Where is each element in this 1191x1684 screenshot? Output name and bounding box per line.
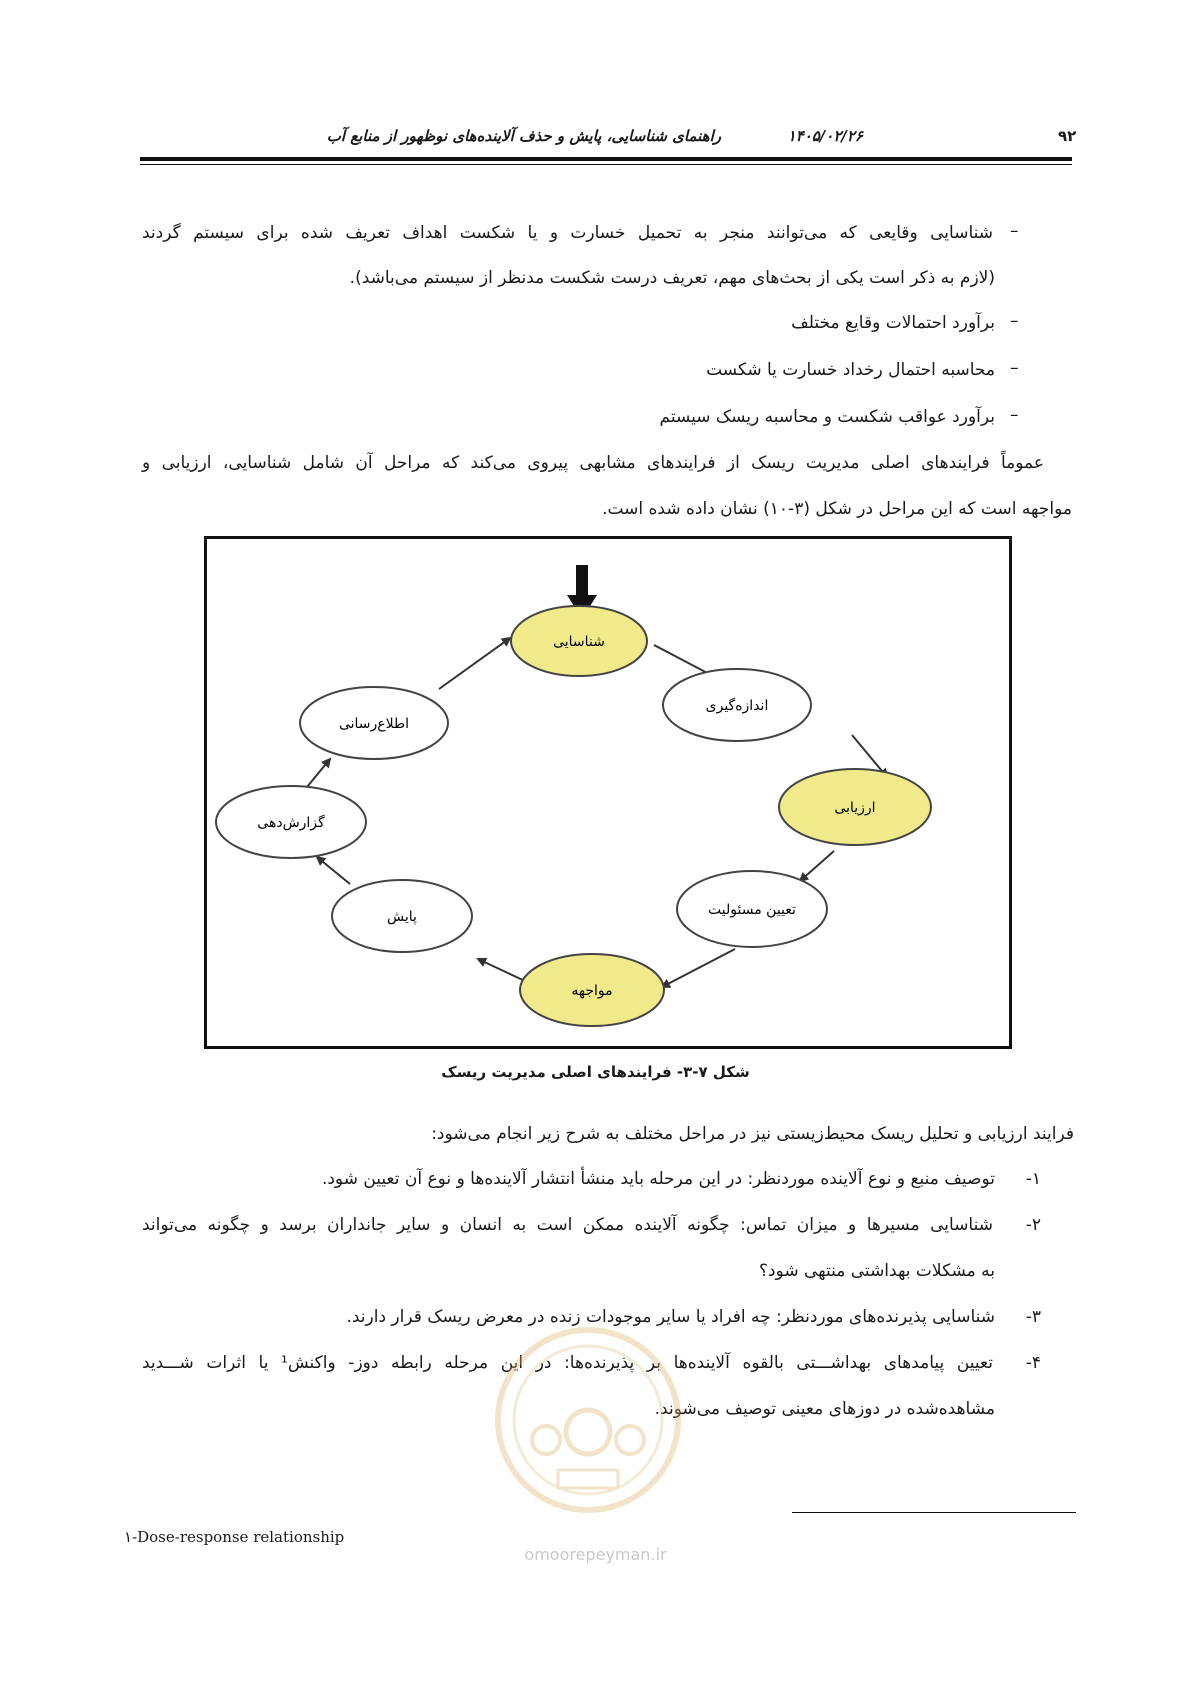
step-4-text-line-1: تعیین پیامدهای بهداشـــتی بالقوه آلاینده‌ها بر پذیرنده‌ها: در این مرحله رابطه دوز- واکنش¹ یا اثرات شـــدید xyxy=(142,1353,993,1373)
bullet-3: محاسبه احتمال رخداد خسارت یا شکست xyxy=(706,360,995,380)
node-reporting xyxy=(216,786,366,858)
header-rule xyxy=(140,157,1072,161)
node-identification xyxy=(511,606,647,676)
node-label: تعیین مسئولیت xyxy=(708,902,796,918)
step-1-text: توصیف منبع و نوع آلاینده موردنظر: در این مرحله باید منشأ انتشار آلاینده‌ها و نوع آن تعیین شود. xyxy=(321,1169,995,1189)
arrow-5-6 xyxy=(478,959,527,982)
node-evaluation xyxy=(779,769,931,845)
node-label: اطلاع‌رسانی xyxy=(338,716,410,732)
bullet-mark: – xyxy=(1010,221,1019,241)
running-title: راهنمای شناسایی، پایش و حذف آلاینده‌های نوظهور از منابع آب xyxy=(326,127,721,145)
bullet-mark: – xyxy=(1010,311,1019,331)
step-4-number: ۴- xyxy=(1025,1353,1041,1373)
risk-process-figure xyxy=(204,536,1012,1049)
step-3-number: ۳- xyxy=(1025,1307,1041,1327)
node-treatment xyxy=(520,954,664,1026)
node-label: ارزیابی xyxy=(834,800,876,816)
node-monitoring xyxy=(332,880,472,952)
header-date: ۱۴۰۵/۰۲/۲۶ xyxy=(787,127,863,145)
arrow-7-8 xyxy=(307,759,330,787)
step-2-text-line-1: شناسایی مسیرها و میزان تماس: چگونه آلاینده ممکن است به انسان و سایر جانداران برسد و چگونه می‌تواند xyxy=(142,1215,993,1235)
node-responsibility xyxy=(677,871,827,947)
bullet-mark: – xyxy=(1010,358,1019,378)
node-measurement xyxy=(663,669,811,741)
bullet-1-line-2: (لازم به ذکر است یکی از بحث‌های مهم، تعریف درست شکست مدنظر از سیستم می‌باشد). xyxy=(349,268,995,288)
header-rule-thin xyxy=(140,164,1072,165)
node-label: گزارش‌دهی xyxy=(257,815,325,831)
step-4-text-line-2: مشاهده‌شده در دوزهای معینی توصیف می‌شوند. xyxy=(654,1399,995,1419)
arrow-4-5 xyxy=(662,949,735,987)
node-label: پایش xyxy=(387,909,417,925)
step-2-text-line-2: به مشکلات بهداشتی منتهی شود؟ xyxy=(758,1261,995,1281)
node-label: اندازه‌گیری xyxy=(705,698,769,714)
node-label: شناسایی xyxy=(553,634,605,650)
node-communication xyxy=(300,687,448,759)
page-number: ۹۲ xyxy=(1058,127,1077,145)
node-label: مواجهه xyxy=(571,983,613,999)
watermark-seal-icon xyxy=(488,1320,688,1520)
step-1-number: ۱- xyxy=(1025,1169,1041,1189)
footnote: ۱-Dose-response relationship xyxy=(124,1528,345,1546)
bullet-mark: – xyxy=(1010,405,1019,425)
bullet-2: برآورد احتمالات وقایع مختلف xyxy=(791,313,995,333)
paragraph-1-line-2: مواجهه است که این مراحل در شکل (۳-۱۰) نشان داده شده است. xyxy=(602,499,1072,519)
figure-caption: شکل ۷-۳- فرایندهای اصلی مدیریت ریسک xyxy=(441,1063,750,1081)
footnote-rule xyxy=(792,1512,1076,1513)
arrow-8-1 xyxy=(439,638,510,689)
arrow-3-4 xyxy=(800,851,834,881)
risk-cycle-diagram xyxy=(207,539,1009,1046)
watermark-text: omoorepeyman.ir xyxy=(524,1545,667,1564)
paragraph-1-line-1: عموماً فرایندهای اصلی مدیریت ریسک از فرایندهای مشابهی پیروی می‌کند که مراحل آن شامل شناسایی، ارزیابی و xyxy=(142,453,1044,473)
bullet-1-line-1: شناسایی وقایعی که می‌توانند منجر به تحمیل خسارت و یا شکست اهداف تعریف شده برای سیستم گردند xyxy=(142,223,993,243)
step-2-number: ۲- xyxy=(1025,1215,1041,1235)
arrow-6-7 xyxy=(317,857,350,884)
paragraph-2: فرایند ارزیابی و تحلیل ریسک محیط‌زیستی نیز در مراحل مختلف به شرح زیر انجام می‌شود: xyxy=(431,1124,1074,1144)
step-3-text: شناسایی پذیرنده‌های موردنظر: چه افراد یا سایر موجودات زنده در معرض ریسک قرار دارند. xyxy=(346,1307,995,1327)
bullet-4: برآورد عواقب شکست و محاسبه ریسک سیستم xyxy=(659,407,995,427)
